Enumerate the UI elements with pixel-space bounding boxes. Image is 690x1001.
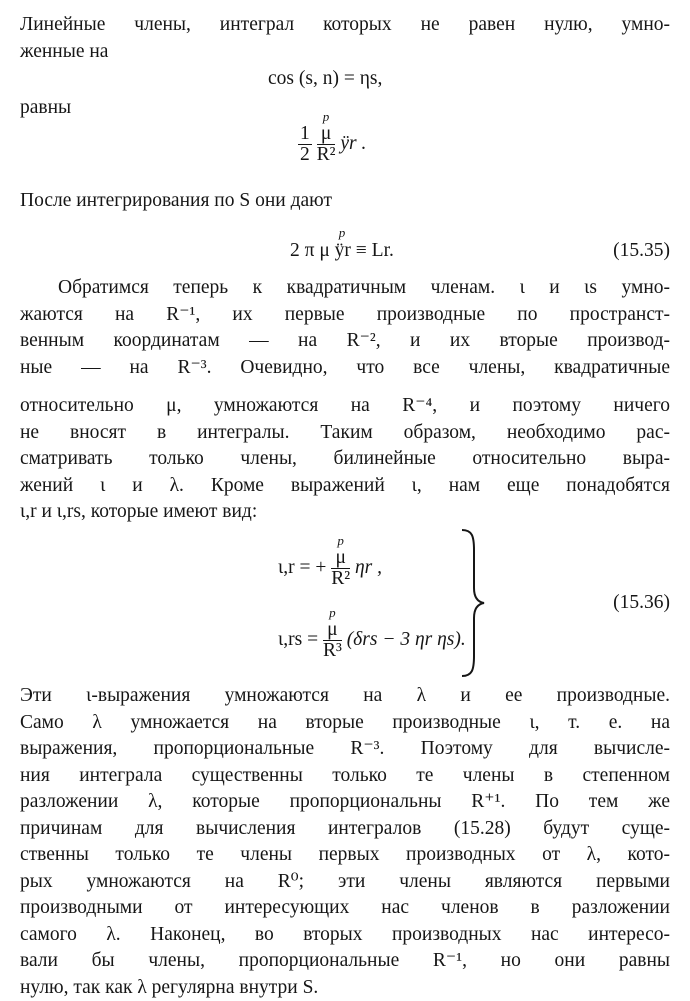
text-line: причинам для вычисления интегралов (15.28) будут суще-	[20, 816, 670, 843]
text-line: выражения, пропорциональные R⁻³. Поэтому для вычисле-	[20, 736, 670, 763]
paragraph-quadratic	[20, 275, 670, 526]
equation-number-15-36: (15.36)	[613, 592, 670, 614]
superscript-p: p	[317, 109, 336, 125]
text-line: Само λ умножается на вторые производные ι, т. е. на	[20, 710, 670, 737]
mu-with-p: p 2 π μ ÿr ≡ Lr.	[290, 240, 394, 262]
fraction-mu-r3: p μ R³	[323, 620, 342, 661]
equation-number-15-35: (15.35)	[613, 240, 670, 262]
text-line: самого λ. Наконец, во вторых производных нас интересо-	[20, 922, 670, 949]
equation-15-36-line1: ι,r = + p μ R² ηr ,	[278, 548, 382, 589]
paragraph-iota-expressions	[20, 683, 670, 1001]
text-line: ι,r и ι,rs, которые имеют вид:	[20, 499, 670, 526]
paragraph-ravny	[20, 95, 670, 122]
text-line: Линейные члены, интеграл которых не равен нулю, умно-	[20, 12, 670, 39]
text-line: венным координатам — на R⁻², и их вторые производ-	[20, 328, 670, 355]
equation-half-fraction	[298, 124, 366, 165]
fraction-mu: p μ R²	[317, 124, 336, 165]
right-brace	[458, 528, 488, 678]
text-line: женные на	[20, 39, 670, 66]
text-line: сматривать только члены, билинейные относительно выра-	[20, 446, 670, 473]
text-line: ственны только те члены первых производных от λ, кото-	[20, 842, 670, 869]
fraction-half: $\frac{1}{2}$	[298, 124, 312, 165]
paragraph-after-integration	[20, 188, 670, 215]
text-line: равны	[20, 95, 670, 122]
text-line: Эти ι-выражения умножаются на λ и ее производные.	[20, 683, 670, 710]
paragraph-intro	[20, 12, 670, 65]
text-line: рых умножаются на R⁰; эти члены являются первыми	[20, 869, 670, 896]
text-line: нулю, так как λ регулярна внутри S.	[20, 975, 670, 1001]
text-line: Обратимся теперь к квадратичным членам. ι и ιs умно-	[20, 275, 670, 302]
equation-15-36-line2: ι,rs = p μ R³ (δrs − 3 ηr ηs).	[278, 620, 466, 661]
text-line: После интегрирования по S они дают	[20, 188, 670, 215]
text-line: жений ι и λ. Кроме выражений ι, нам еще понадобятся	[20, 473, 670, 500]
fraction-mu-r2: p μ R²	[331, 548, 350, 589]
text-line: производными от интересующих нас членов в разложении	[20, 895, 670, 922]
equation-15-35	[290, 240, 394, 262]
text-line: ния интеграла существенны только те члены в степенном	[20, 763, 670, 790]
text-line: вали бы члены, пропорциональные R⁻¹, но они равны	[20, 948, 670, 975]
text-line: ные — на R⁻³. Очевидно, что все члены, квадратичные	[20, 355, 670, 382]
text-line: не вносят в интегралы. Таким образом, необходимо рас-	[20, 420, 670, 447]
text-line: относительно μ, умножаются на R⁻⁴, и поэтому ничего	[20, 393, 670, 420]
equation-cos: cos (s, n) = ηs,	[268, 68, 382, 90]
text-line: жаются на R⁻¹, их первые производные по пространст-	[20, 302, 670, 329]
text-line: разложении λ, которые пропорциональны R⁺¹. По тем же	[20, 789, 670, 816]
equation-tail: ÿr .	[340, 133, 366, 154]
